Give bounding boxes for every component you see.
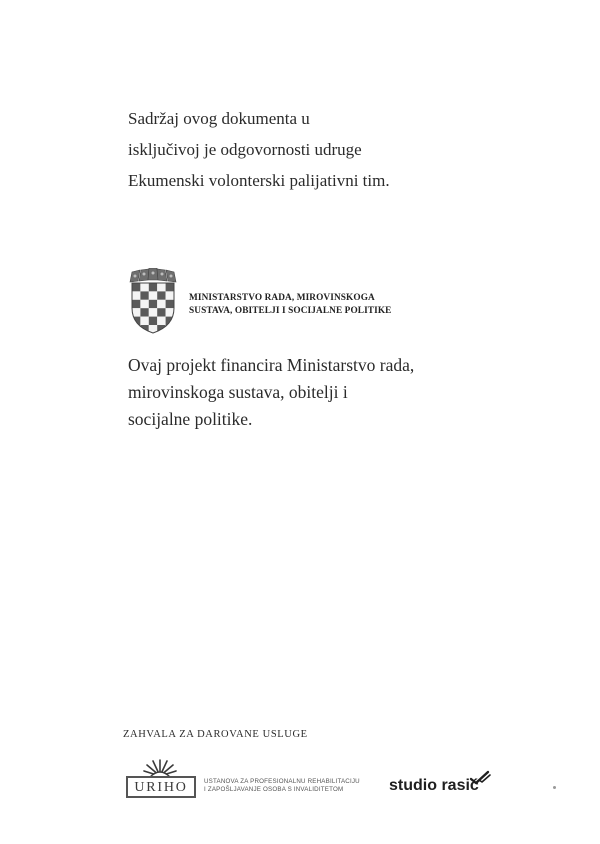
checker-square [140, 291, 148, 299]
uriho-logo [126, 758, 366, 802]
checker-square [140, 283, 148, 291]
thanks-heading: ZAHVALA ZA DAROVANE USLUGE [123, 729, 308, 740]
disclaimer-line: isključivoj je odgovornosti udruge [128, 140, 362, 159]
funding-line: Ovaj projekt financira Ministarstvo rada, [128, 355, 415, 375]
checker-square [166, 283, 174, 291]
uriho-description [204, 778, 360, 794]
studio-rasic-wordmark: studio rasić [389, 777, 479, 794]
checker-square [132, 291, 140, 299]
ministry-name-line: MINISTARSTVO RADA, MIROVINSKOGA [189, 293, 375, 303]
checker-square [166, 317, 174, 325]
checker-square [140, 308, 148, 316]
checker-square [166, 291, 174, 299]
checker-square [132, 325, 140, 333]
checker-square [140, 300, 148, 308]
disclaimer-line: Ekumenski volonterski palijativni tim. [128, 171, 390, 190]
checker-square [132, 283, 140, 291]
checker-square [157, 317, 165, 325]
ministry-name-line: SUSTAVA, OBITELJI I SOCIJALNE POLITIKE [189, 306, 392, 316]
uriho-wordmark: URIHO [126, 776, 196, 798]
funding-statement [128, 352, 458, 433]
checker-square [149, 283, 157, 291]
scan-speck [553, 786, 556, 789]
checker-square [140, 317, 148, 325]
coat-of-arms-icon [127, 268, 179, 334]
uriho-description-line: I ZAPOŠLJAVANJE OSOBA S INVALIDITETOM [204, 786, 344, 793]
ministry-logo [127, 268, 427, 336]
checker-square [149, 308, 157, 316]
checker-square [149, 317, 157, 325]
checker-square [149, 291, 157, 299]
checker-square [149, 300, 157, 308]
checkmark-icon [468, 770, 492, 786]
uriho-description-line: USTANOVA ZA PROFESIONALNU REHABILITACIJU [204, 778, 360, 785]
ministry-name [189, 292, 391, 318]
disclaimer-text [128, 103, 448, 196]
checker-square [166, 300, 174, 308]
disclaimer-line: Sadržaj ovog dokumenta u [128, 109, 310, 128]
checker-square [157, 283, 165, 291]
studio-rasic-logo [389, 770, 499, 800]
checker-square [157, 308, 165, 316]
checker-square [132, 317, 140, 325]
checker-square [157, 291, 165, 299]
checker-square [132, 300, 140, 308]
funding-line: socijalne politike. [128, 409, 253, 429]
funding-line: mirovinskoga sustava, obitelji i [128, 382, 348, 402]
sun-rays-icon [142, 758, 178, 778]
checker-square [166, 325, 174, 333]
checker-square [157, 300, 165, 308]
